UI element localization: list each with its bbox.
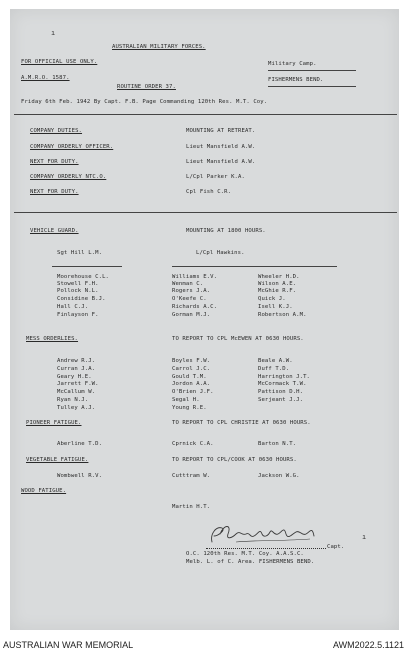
amro-number: A.M.R.O. 1587. — [21, 75, 70, 81]
routine-order-number: ROUTINE ORDER 37. — [117, 84, 176, 90]
guard-member: Rogers J.A. — [172, 288, 211, 294]
mess-member: Jordon A.A. — [172, 381, 211, 387]
mess-member: Harrington J.T. — [258, 374, 311, 380]
location-underline — [268, 86, 356, 87]
vegetable-member: Cutttram W. — [172, 473, 211, 479]
duty-label: COMPANY ORDERLY NTC.O. — [30, 174, 107, 180]
guard-member: Wilson A.E. — [258, 281, 297, 287]
duty-value: Lieut Mansfield A.W. — [186, 144, 256, 150]
mess-member: Ryan N.J. — [57, 397, 89, 403]
mess-member: Tulley A.J. — [57, 405, 96, 411]
signatory-area: Melb. L. of C. Area. FISHERMENS BEND. — [186, 559, 315, 565]
mess-member: Beale A.W. — [258, 358, 293, 364]
guard-member: Williams E.V. — [172, 274, 218, 280]
guard-member: Finlayson F. — [57, 312, 99, 318]
duty-value: Cpl Fish C.R. — [186, 189, 232, 195]
guard-member: Wenman C. — [172, 281, 204, 287]
wood-member: Martin H.T. — [172, 504, 211, 510]
signatory-rank: Capt. — [327, 544, 345, 550]
guard-member: Hall C.J. — [57, 304, 89, 310]
pioneer-member: Aberline T.D. — [57, 441, 103, 447]
guard-underline — [52, 266, 122, 267]
stray-mark: ı — [362, 533, 367, 541]
archive-footer — [0, 638, 408, 653]
guard-member: McGhie R.F. — [258, 288, 297, 294]
mess-instruction: TO REPORT TO CPL McEWEN AT 0630 HOURS. — [172, 336, 304, 342]
vegetable-instruction: TO REPORT TO CPL/COOK AT 0630 HOURS. — [172, 457, 297, 463]
pioneer-fatigue-label: PIONEER FATIGUE. — [26, 420, 82, 426]
guard-member: Stowell F.H. — [57, 281, 99, 287]
stray-mark: ı — [51, 29, 56, 37]
vegetable-member: Jackson W.G. — [258, 473, 300, 479]
mess-member: McCormack T.W. — [258, 381, 307, 387]
guard-member: Isell K.J. — [258, 304, 293, 310]
mess-member: Andrew R.J. — [57, 358, 96, 364]
section-divider — [14, 114, 397, 115]
mess-orderlies-label: MESS ORDERLIES. — [26, 336, 79, 342]
pioneer-member: Cprnick C.A. — [172, 441, 214, 447]
guard-member: Wheeler H.D. — [258, 274, 300, 280]
mess-member: McCallum W. — [57, 389, 96, 395]
guard-member: Gorman M.J. — [172, 312, 211, 318]
mess-member: Curran J.A. — [57, 366, 96, 372]
guard-underline — [172, 266, 337, 267]
mess-member: Duff T.D. — [258, 366, 290, 372]
guard-member: Quick J. — [258, 296, 286, 302]
guard-member: Considine B.J. — [57, 296, 106, 302]
duty-value: L/Cpl Parker K.A. — [186, 174, 245, 180]
camp-underline — [268, 70, 356, 71]
wood-fatigue-label: WOOD FATIGUE. — [21, 488, 67, 494]
handwritten-signature — [206, 522, 324, 548]
guard-member: Pollock N.L. — [57, 288, 99, 294]
mess-member: Geary H.E. — [57, 374, 92, 380]
guard-member: Richards A.C. — [172, 304, 218, 310]
signatory-unit: O.C. 120th Res. M.T. Coy. A.A.S.C. — [186, 551, 304, 557]
mess-member: Carrol J.C. — [172, 366, 211, 372]
duty-value: MOUNTING AT RETREAT. — [186, 128, 256, 134]
camp-location: FISHERMENS BEND. — [268, 77, 324, 83]
mess-member: Serjeant J.J. — [258, 397, 304, 403]
guard-sergeant: Sgt Hill L.M. — [57, 250, 103, 256]
footer-accession-number: AWM2022.5.1121 — [332, 640, 404, 650]
mess-member: Young R.E. — [172, 405, 207, 411]
document-title: AUSTRALIAN MILITARY FORCES. — [112, 44, 206, 50]
guard-member: Moorehouse C.L. — [57, 274, 110, 280]
footer-credit: AUSTRALIAN WAR MEMORIAL — [3, 640, 134, 650]
duty-label: COMPANY DUTIES. — [30, 128, 83, 134]
duty-label: NEXT FOR DUTY. — [30, 189, 79, 195]
official-use-label: FOR OFFICIAL USE ONLY. — [21, 59, 98, 65]
pioneer-instruction: TO REPORT TO CPL CHRISTIE AT 0630 HOURS. — [172, 420, 311, 426]
duty-value: Lieut Mansfield A.W. — [186, 159, 256, 165]
section-divider — [14, 212, 397, 213]
vegetable-member: Wombwell R.V. — [57, 473, 103, 479]
duty-label: NEXT FOR DUTY. — [30, 159, 79, 165]
mess-member: Boyles F.W. — [172, 358, 211, 364]
guard-member: Robertson A.M. — [258, 312, 307, 318]
vegetable-fatigue-label: VEGETABLE FATIGUE. — [26, 457, 89, 463]
camp-label: Military Camp. — [268, 61, 317, 67]
pioneer-member: Barton N.T. — [258, 441, 297, 447]
signature-line — [206, 548, 326, 549]
mess-member: Segal H. — [172, 397, 200, 403]
vehicle-guard-mounting: MOUNTING AT 1800 HOURS. — [186, 228, 266, 234]
mess-member: O'Brien J.F. — [172, 389, 214, 395]
order-byline: Friday 6th Feb. 1942 By Capt. F.B. Page Commanding 120th Res. M.T. Coy. — [21, 99, 268, 105]
vehicle-guard-label: VEHICLE GUARD. — [30, 228, 79, 234]
mess-member: Gould T.M. — [172, 374, 207, 380]
mess-member: Jarrett F.W. — [57, 381, 99, 387]
duty-label: COMPANY ORDERLY OFFICER. — [30, 144, 114, 150]
guard-lance-corporal: L/Cpl Hawkins. — [196, 250, 245, 256]
mess-member: Pattison D.H. — [258, 389, 304, 395]
guard-member: O'Keefe C. — [172, 296, 207, 302]
